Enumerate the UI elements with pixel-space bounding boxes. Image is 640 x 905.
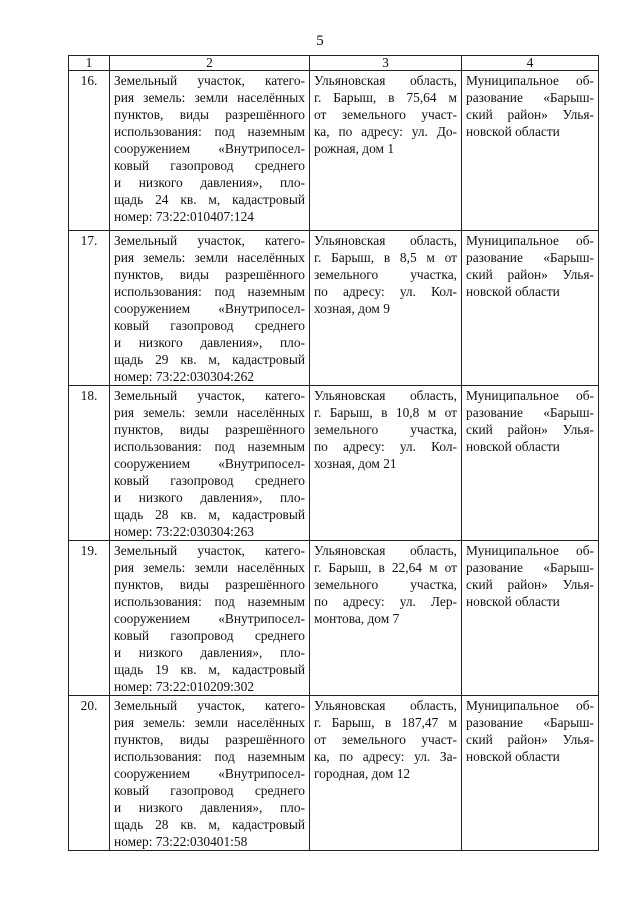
owner-line: Муниципальное об- (466, 388, 594, 403)
desc-line: рия земель: земли населённых (114, 90, 305, 105)
addr-line: по адресу: ул. Кол- (314, 439, 457, 454)
desc-line: использования: под наземным (114, 284, 305, 299)
desc-line: пунктов, виды разрешённого (114, 267, 305, 282)
column-header-3: 3 (310, 56, 462, 71)
owner-line: разование «Барыш- (466, 405, 594, 420)
addr-line: хозная, дом 21 (314, 456, 397, 471)
table-body (69, 56, 599, 851)
addr-line: Ульяновская область, (314, 698, 457, 713)
land-plots-table (68, 55, 599, 851)
desc-line: щадь 24 кв. м, кадастровый (114, 192, 305, 207)
addr-line: от земельного участ- (314, 732, 457, 747)
addr-line: Ульяновская область, (314, 73, 457, 88)
table-row (69, 231, 599, 386)
addr-line: земельного участка, (314, 267, 457, 282)
desc-line: щадь 28 кв. м, кадастровый (114, 817, 305, 832)
addr-line: г. Барыш, в 8,5 м от (314, 250, 457, 265)
addr-line: Ульяновская область, (314, 543, 457, 558)
owner-line: новской области (466, 284, 560, 299)
plot-address-cell (310, 231, 462, 386)
plot-description-cell (110, 541, 310, 696)
owner-line: ский район» Улья- (466, 732, 594, 747)
row-number-cell: 17. (69, 231, 110, 386)
desc-line: Земельный участок, катего- (114, 543, 305, 558)
desc-line: и низкого давления», пло- (114, 645, 305, 660)
column-header-2: 2 (110, 56, 310, 71)
desc-line: ковый газопровод среднего (114, 318, 305, 333)
owner-line: новской области (466, 124, 560, 139)
plot-owner-cell (462, 386, 599, 541)
desc-line: сооружением «Внутрипосел- (114, 456, 305, 471)
desc-line: сооружением «Внутрипосел- (114, 766, 305, 781)
table-header-row (69, 56, 599, 71)
desc-line: использования: под наземным (114, 124, 305, 139)
table-row (69, 71, 599, 231)
desc-line: Земельный участок, катего- (114, 233, 305, 248)
table-row (69, 541, 599, 696)
plot-address-cell (310, 541, 462, 696)
owner-line: разование «Барыш- (466, 715, 594, 730)
addr-line: г. Барыш, в 75,64 м (314, 90, 457, 105)
addr-line: монтова, дом 7 (314, 611, 400, 626)
desc-line: ковый газопровод среднего (114, 158, 305, 173)
row-number-cell: 20. (69, 696, 110, 851)
desc-line: сооружением «Внутрипосел- (114, 301, 305, 316)
addr-line: земельного участка, (314, 422, 457, 437)
plot-description-cell (110, 386, 310, 541)
table-row (69, 696, 599, 851)
owner-line: Муниципальное об- (466, 543, 594, 558)
desc-line: номер: 73:22:010209:302 (114, 679, 254, 694)
owner-line: ский район» Улья- (466, 422, 594, 437)
owner-line: новской области (466, 749, 560, 764)
addr-line: от земельного участ- (314, 107, 457, 122)
row-number-cell: 18. (69, 386, 110, 541)
owner-line: новской области (466, 594, 560, 609)
desc-line: ковый газопровод среднего (114, 628, 305, 643)
desc-line: пунктов, виды разрешённого (114, 577, 305, 592)
addr-line: по адресу: ул. Лер- (314, 594, 457, 609)
desc-line: использования: под наземным (114, 749, 305, 764)
owner-line: разование «Барыш- (466, 560, 594, 575)
desc-line: и низкого давления», пло- (114, 490, 305, 505)
desc-line: рия земель: земли населённых (114, 715, 305, 730)
plot-address-cell (310, 386, 462, 541)
desc-line: сооружением «Внутрипосел- (114, 611, 305, 626)
addr-line: г. Барыш, в 22,64 м от (314, 560, 457, 575)
addr-line: ка, по адресу: ул. За- (314, 749, 457, 764)
row-number-cell: 19. (69, 541, 110, 696)
plot-owner-cell (462, 231, 599, 386)
desc-line: номер: 73:22:030304:262 (114, 369, 254, 384)
page-number: 5 (316, 33, 324, 49)
desc-line: и низкого давления», пло- (114, 800, 305, 815)
desc-line: щадь 28 кв. м, кадастровый (114, 507, 305, 522)
addr-line: городная, дом 12 (314, 766, 411, 781)
column-header-1: 1 (69, 56, 110, 71)
addr-line: Ульяновская область, (314, 388, 457, 403)
addr-line: земельного участка, (314, 577, 457, 592)
addr-line: г. Барыш, в 10,8 м от (314, 405, 457, 420)
desc-line: Земельный участок, катего- (114, 698, 305, 713)
desc-line: ковый газопровод среднего (114, 783, 305, 798)
owner-line: ский район» Улья- (466, 577, 594, 592)
desc-line: рия земель: земли населённых (114, 405, 305, 420)
desc-line: и низкого давления», пло- (114, 175, 305, 190)
addr-line: г. Барыш, в 187,47 м (314, 715, 457, 730)
plot-owner-cell (462, 541, 599, 696)
desc-line: Земельный участок, катего- (114, 388, 305, 403)
owner-line: ский район» Улья- (466, 267, 594, 282)
addr-line: Ульяновская область, (314, 233, 457, 248)
desc-line: и низкого давления», пло- (114, 335, 305, 350)
plot-owner-cell (462, 71, 599, 231)
desc-line: использования: под наземным (114, 439, 305, 454)
table-row (69, 386, 599, 541)
desc-line: номер: 73:22:030304:263 (114, 524, 254, 539)
desc-line: рия земель: земли населённых (114, 250, 305, 265)
addr-line: рожная, дом 1 (314, 141, 395, 156)
desc-line: щадь 19 кв. м, кадастровый (114, 662, 305, 677)
addr-line: по адресу: ул. Кол- (314, 284, 457, 299)
addr-line: ка, по адресу: ул. До- (314, 124, 457, 139)
addr-line: хозная, дом 9 (314, 301, 390, 316)
row-number-cell: 16. (69, 71, 110, 231)
desc-line: использования: под наземным (114, 594, 305, 609)
desc-line: пунктов, виды разрешённого (114, 422, 305, 437)
desc-line: пунктов, виды разрешённого (114, 732, 305, 747)
desc-line: пунктов, виды разрешённого (114, 107, 305, 122)
plot-owner-cell (462, 696, 599, 851)
desc-line: номер: 73:22:010407:124 (114, 209, 254, 224)
desc-line: Земельный участок, катего- (114, 73, 305, 88)
desc-line: щадь 29 кв. м, кадастровый (114, 352, 305, 367)
owner-line: ский район» Улья- (466, 107, 594, 122)
desc-line: ковый газопровод среднего (114, 473, 305, 488)
owner-line: разование «Барыш- (466, 250, 594, 265)
plot-address-cell (310, 71, 462, 231)
owner-line: Муниципальное об- (466, 698, 594, 713)
column-header-4: 4 (462, 56, 599, 71)
owner-line: разование «Барыш- (466, 90, 594, 105)
plot-description-cell (110, 71, 310, 231)
owner-line: новской области (466, 439, 560, 454)
owner-line: Муниципальное об- (466, 73, 594, 88)
owner-line: Муниципальное об- (466, 233, 594, 248)
desc-line: номер: 73:22:030401:58 (114, 834, 248, 849)
desc-line: сооружением «Внутрипосел- (114, 141, 305, 156)
plot-description-cell (110, 231, 310, 386)
plot-address-cell (310, 696, 462, 851)
desc-line: рия земель: земли населённых (114, 560, 305, 575)
plot-description-cell (110, 696, 310, 851)
